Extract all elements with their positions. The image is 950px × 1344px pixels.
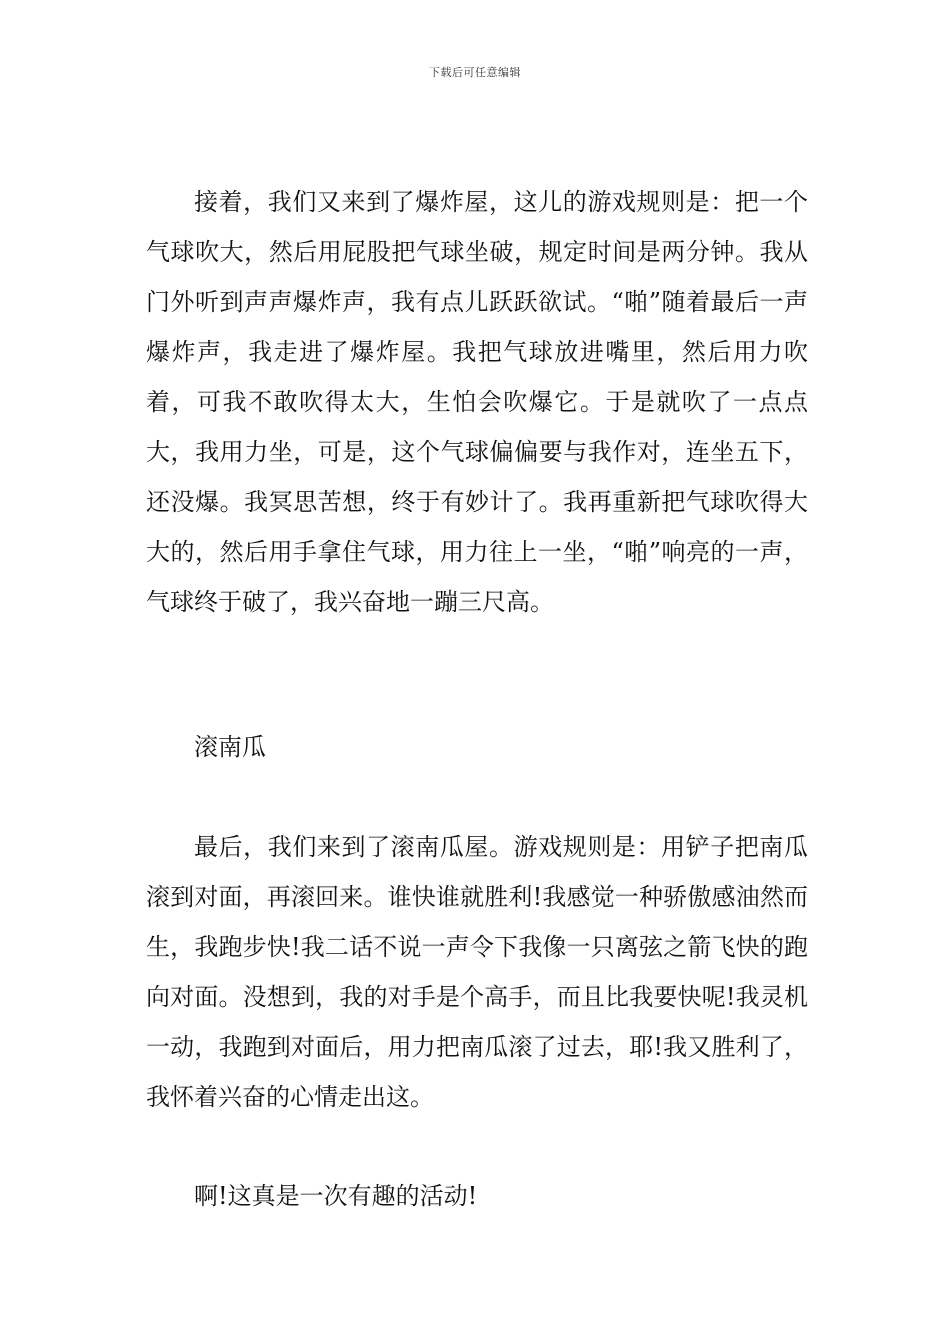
paragraph-text: 接着，我们又来到了爆炸屋，这儿的游戏规则是：把一个气球吹大，然后用屁股把气球坐破，规定时间是两分钟。我从门外听到声声爆炸声，我有点儿跃跃欲试。“啪”随着最后一声爆炸声，我走进了爆炸屋。我把气球放进嘴里，然后用力吹着，可我不敢吹得太大，生怕会吹爆它。于是就吹了一点点大，我用力坐，可是，这个气球偏偏要与我作对，连坐五下，还没爆。我冥思苦想，终于有妙计了。我再重新把气球吹得大大的，然后用手拿住气球，用力往上一坐，“啪”响亮的一声，气球终于破了，我兴奋地一蹦三尺高。 (146, 188, 808, 616)
paragraph-text: 啊!这真是一次有趣的活动! (194, 1182, 478, 1210)
section-heading: 滚南瓜 (194, 733, 266, 761)
paragraph-conclusion (146, 1171, 808, 1221)
page-header: 下载后可任意编辑 (429, 66, 521, 79)
paragraph-explosion-house (146, 177, 808, 627)
paragraph-pumpkin-house (146, 822, 808, 1122)
paragraph-text: 最后，我们来到了滚南瓜屋。游戏规则是：用铲子把南瓜滚到对面，再滚回来。谁快谁就胜利!我感觉一种骄傲感油然而生，我跑步快!我二话不说一声令下我像一只离弦之箭飞快的跑向对面。没想到，我的对手是个高手，而且比我要快呢!我灵机一动，我跑到对面后，用力把南瓜滚了过去，耶!我又胜利了，我怀着兴奋的心情走出这。 (146, 833, 808, 1111)
